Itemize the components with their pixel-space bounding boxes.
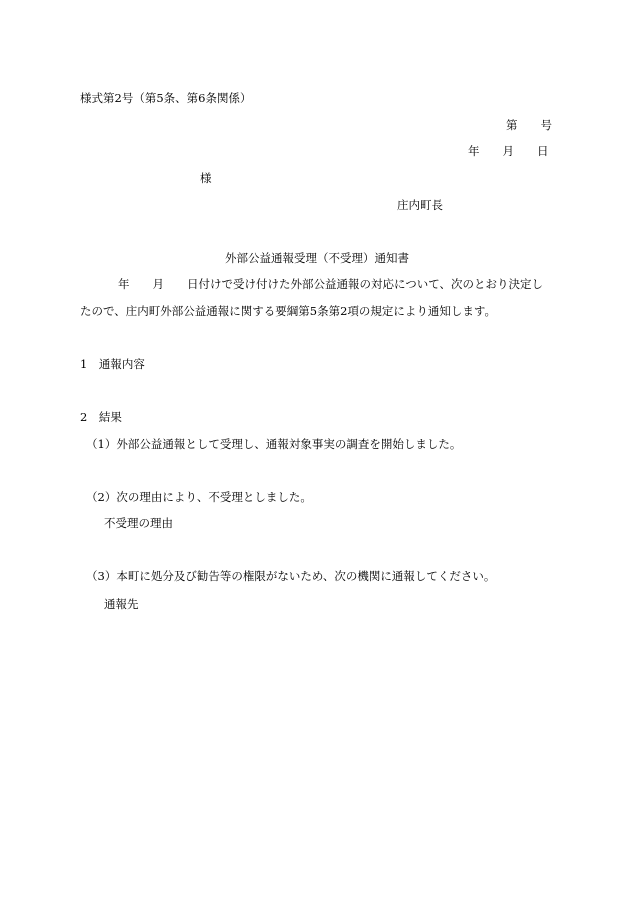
report-destination-label: 通報先 <box>104 597 139 611</box>
result-item-1: （1）外部公益通報として受理し、通報対象事実の調査を開始しました。 <box>86 437 462 451</box>
document-number: 第 号 <box>506 118 552 132</box>
form-header: 様式第2号（第5条、第6条関係） <box>80 91 252 105</box>
result-item-2: （2）次の理由により、不受理としました。 <box>86 490 312 504</box>
result-item-3: （3）本町に処分及び勧告等の権限がないため、次の機関に通報してください。 <box>86 569 496 583</box>
rejection-reason-label: 不受理の理由 <box>104 516 173 530</box>
body-text-line-2: たので、庄内町外部公益通報に関する要綱第5条第2項の規定により通知します。 <box>80 304 496 318</box>
body-text-line-1: 年 月 日付けで受け付けた外部公益通報の対応について、次のとおり決定し <box>118 277 544 291</box>
document-title: 外部公益通報受理（不受理）通知書 <box>225 251 409 265</box>
sender-name: 庄内町長 <box>397 198 443 212</box>
recipient-honorific: 様 <box>200 171 212 185</box>
date-line: 年 月 日 <box>468 144 549 158</box>
section-1-heading: 1 通報内容 <box>80 357 145 371</box>
section-2-heading: 2 結果 <box>80 410 122 424</box>
